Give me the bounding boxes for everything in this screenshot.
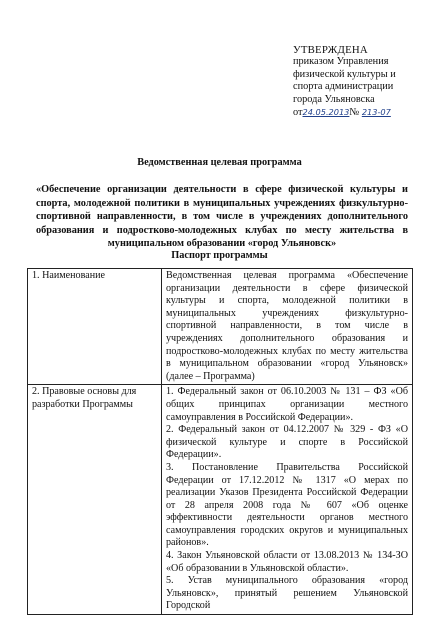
approval-from-prefix: от <box>293 107 303 119</box>
approval-line: физической культуры и <box>293 68 396 80</box>
approval-line: приказом Управления <box>293 56 389 68</box>
table-row <box>28 269 413 385</box>
content-paragraph: 4. Закон Ульяновской области от 13.08.2013 № 134-ЗО «Об образовании в Ульяновской области». <box>166 550 408 574</box>
document-title: Ведомственная целевая программа <box>137 157 302 168</box>
content-paragraph: 1. Федеральный закон от 06.10.2003 № 131 – ФЗ «Об общих принципах организации местного самоуправления в Российской Федерации». <box>166 386 408 423</box>
approval-date-handwritten: 24.05.2013 <box>302 107 350 118</box>
content-paragraph: 2. Федеральный закон от 04.12.2007 № 329 - ФЗ «О физической культуре и спорте в Российской Федерации». <box>166 424 408 461</box>
approval-line: города Ульяновска <box>293 93 375 105</box>
passport-heading: Паспорт программы <box>171 250 268 261</box>
row-content <box>162 269 413 385</box>
passport-table <box>27 268 413 615</box>
approval-number-handwritten: 213-07 <box>361 107 391 118</box>
approval-line: спорта администрации <box>293 81 394 93</box>
approval-number-sign: № <box>349 107 360 119</box>
approval-heading: УТВЕРЖДЕНА <box>293 44 368 56</box>
row-label: 1. Наименование <box>28 269 162 385</box>
approval-date-line <box>293 106 411 119</box>
content-paragraph: 3. Постановление Правительства Российской Федерации от 17.12.2012 № 1317 «О мерах по реализации Указов Президента Российской Федерации от 28 апреля 2008 года № 607 «Об оценке эффективности деятельности органов местного самоуправления городских округов и муниципальных районов». <box>166 461 408 549</box>
table-row <box>28 385 413 615</box>
row-content <box>162 385 413 615</box>
content-paragraph: Ведомственная целевая программа «Обеспечение организации деятельности в сфере физической культуры и спорта, молодежной политики в муниципальных учреждениях физкультурно-спортивной направленности, в том числе в учреждениях дополнительного образования и подростково-молодежных клубах по месту жительства в муниципальном образовании «город Ульяновск» (далее – Программа) <box>166 270 408 382</box>
content-paragraph: 5. Устав муниципального образования «город Ульяновск», принятый решением Ульяновской Городской <box>166 575 408 612</box>
document-subtitle: «Обеспечение организации деятельности в сфере физической культуры и спорта, молодежной политики в муниципальных учреждениях физкультурно-спортивной направленности, в том числе в учреждениях дополнительного образования и подростково-молодежных клубах по месту жительства в муниципальном образовании «город Ульяновск» <box>36 184 408 250</box>
row-label: 2. Правовые основы для разработки Программы <box>28 385 162 615</box>
approval-block <box>293 44 411 119</box>
